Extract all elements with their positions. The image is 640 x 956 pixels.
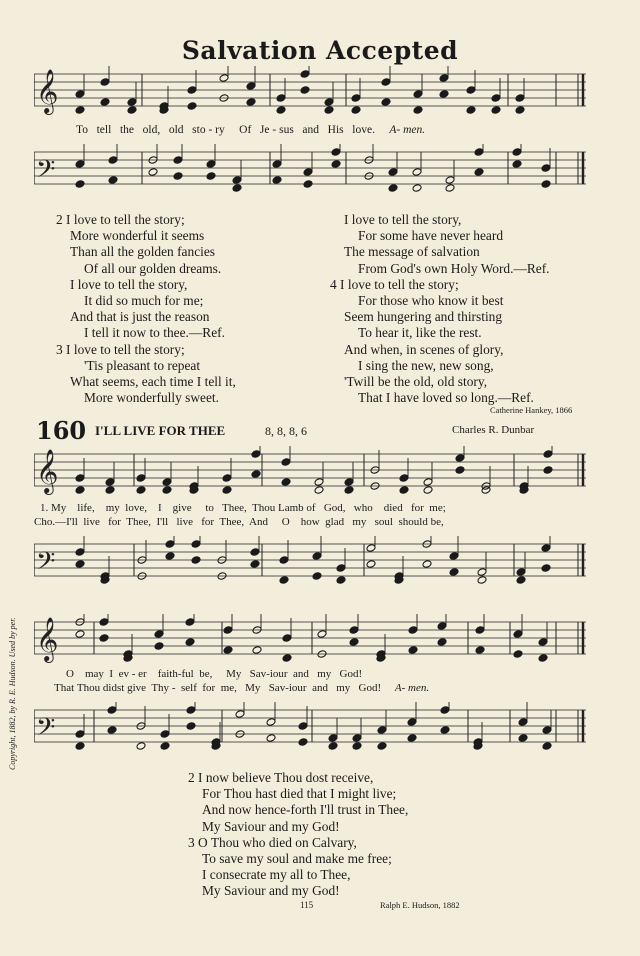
note-head xyxy=(477,576,487,585)
note-head xyxy=(276,106,286,115)
note-head xyxy=(173,172,183,181)
note-head xyxy=(437,622,447,631)
music-notation-160-c xyxy=(34,614,586,670)
note-head xyxy=(75,474,85,483)
note-head xyxy=(222,474,232,483)
note-head xyxy=(477,568,487,577)
note-head xyxy=(206,172,216,181)
note-head xyxy=(246,98,256,107)
note-head xyxy=(223,646,233,655)
hymn-title-ill-live-for-thee: I'LL LIVE FOR THEE xyxy=(95,423,226,438)
note-head xyxy=(154,642,164,651)
note-head xyxy=(148,168,158,177)
note-head xyxy=(352,742,362,751)
note-head xyxy=(349,638,359,647)
note-head xyxy=(250,548,260,557)
bass-clef-icon: 𝄢 xyxy=(36,155,56,190)
note-head xyxy=(543,450,553,459)
note-head xyxy=(344,478,354,487)
note-head xyxy=(518,734,528,743)
note-head xyxy=(352,734,362,743)
note-head xyxy=(408,646,418,655)
note-head xyxy=(475,626,485,635)
verses-left-159: 2 I love to tell the story; More wonderful it seems Than all the golden fancies Of all our golden dreams. I love to tell the story, It did so much for me; And that is just the reason I tell it now to thee.—Ref. 3 I love to tell the story; 'Tis pleasant to repeat What seems, each time I tell it, More wonderfully sweet. xyxy=(56,212,236,406)
treble-clef-icon: 𝄞 xyxy=(36,449,59,493)
music-notation-159-treble xyxy=(34,66,586,122)
note-head xyxy=(75,548,85,557)
note-head xyxy=(466,106,476,115)
note-head xyxy=(160,730,170,739)
note-head xyxy=(165,552,175,561)
note-head xyxy=(324,98,334,107)
note-head xyxy=(186,706,196,715)
note-head xyxy=(266,718,276,727)
note-head xyxy=(312,572,322,581)
note-head xyxy=(282,654,292,663)
music-notation-159-bass xyxy=(34,144,586,200)
music-staff-bass-159 xyxy=(34,144,586,200)
note-head xyxy=(542,742,552,751)
note-head xyxy=(422,560,432,569)
note-head xyxy=(399,474,409,483)
note-head xyxy=(300,70,310,79)
note-head xyxy=(312,552,322,561)
note-head xyxy=(381,78,391,87)
note-head xyxy=(366,544,376,553)
hymn-author: Charles R. Dunbar xyxy=(452,424,535,436)
note-head xyxy=(75,730,85,739)
note-head xyxy=(440,706,450,715)
note-head xyxy=(136,474,146,483)
note-head xyxy=(516,568,526,577)
note-head xyxy=(187,86,197,95)
verses-160: 2 I now believe Thou dost receive, For Thou hast died that I might live; And now hence-forth I'll trust in Thee, My Saviour and my God! 3 O Thou who died on Calvary, To save my soul and make me free; I consecrate my all to Thee, My Saviour and my God! xyxy=(188,770,409,899)
note-head xyxy=(165,540,175,549)
music-staff-treble-160-b xyxy=(34,614,586,670)
music-staff-treble-159 xyxy=(34,66,586,122)
lyric-line-160-b-chorus: That Thou didst give Thy - self for me, My Sav-iour and my God! A- men. xyxy=(54,682,430,694)
note-head xyxy=(75,160,85,169)
note-head xyxy=(232,184,242,193)
note-head xyxy=(187,102,197,111)
music-staff-bass-160-b xyxy=(34,702,586,758)
note-head xyxy=(232,176,242,185)
note-head xyxy=(100,78,110,87)
note-head xyxy=(186,722,196,731)
note-head xyxy=(328,742,338,751)
page-number: 115 xyxy=(300,900,314,910)
note-head xyxy=(75,560,85,569)
music-notation-160-b xyxy=(34,536,586,592)
note-head xyxy=(408,626,418,635)
composer-credit-160: Ralph E. Hudson, 1882 xyxy=(380,900,460,910)
note-head xyxy=(515,94,525,103)
note-head xyxy=(300,86,310,95)
note-head xyxy=(266,734,276,743)
note-head xyxy=(445,184,455,193)
note-head xyxy=(328,734,338,743)
note-head xyxy=(282,634,292,643)
note-head xyxy=(107,706,117,715)
note-head xyxy=(439,74,449,83)
note-head xyxy=(219,74,229,83)
treble-clef-icon: 𝄞 xyxy=(36,617,59,661)
note-head xyxy=(344,486,354,495)
note-head xyxy=(518,718,528,727)
note-head xyxy=(222,486,232,495)
note-head xyxy=(185,618,195,627)
note-head xyxy=(491,106,501,115)
note-head xyxy=(314,486,324,495)
note-head xyxy=(381,98,391,107)
music-staff-bass-160-a xyxy=(34,536,586,592)
note-head xyxy=(538,638,548,647)
note-head xyxy=(331,160,341,169)
note-head xyxy=(445,176,455,185)
note-head xyxy=(105,486,115,495)
note-head xyxy=(466,86,476,95)
note-head xyxy=(108,176,118,185)
copyright-notice: Copyright, 1882, by R. E. Hudson. Used by per. xyxy=(8,617,17,770)
lyric-line-159: To tell the old, old sto - ry Of Je - sus and His love. A- men. xyxy=(76,124,426,136)
note-head xyxy=(136,486,146,495)
note-head xyxy=(75,90,85,99)
note-head xyxy=(449,568,459,577)
note-head xyxy=(281,458,291,467)
note-head xyxy=(388,184,398,193)
lyric-line-160-a-chorus: Cho.—I'll live for Thee, I'll live for Thee, And O how glad my soul should be, xyxy=(34,516,444,528)
note-head xyxy=(413,90,423,99)
note-head xyxy=(279,576,289,585)
note-head xyxy=(541,164,551,173)
note-head xyxy=(108,156,118,165)
note-head xyxy=(336,576,346,585)
note-head xyxy=(251,450,261,459)
note-head xyxy=(154,630,164,639)
note-head xyxy=(99,634,109,643)
note-head xyxy=(515,106,525,115)
lyric-line-160-b-verse: O may I ev - er faith-ful be, My Sav-iour and my God! xyxy=(66,668,363,680)
note-head xyxy=(303,180,313,189)
note-head xyxy=(162,478,172,487)
note-head xyxy=(272,160,282,169)
note-head xyxy=(437,638,447,647)
note-head xyxy=(75,630,85,639)
note-head xyxy=(75,106,85,115)
note-head xyxy=(223,626,233,635)
note-head xyxy=(541,544,551,553)
note-head xyxy=(541,180,551,189)
note-head xyxy=(474,168,484,177)
note-head xyxy=(407,734,417,743)
note-head xyxy=(351,106,361,115)
note-head xyxy=(366,560,376,569)
note-head xyxy=(235,710,245,719)
bass-clef-icon: 𝄢 xyxy=(36,547,56,582)
note-head xyxy=(162,486,172,495)
music-notation-160-d xyxy=(34,702,586,758)
note-head xyxy=(250,560,260,569)
note-head xyxy=(543,466,553,475)
note-head xyxy=(440,726,450,735)
note-head xyxy=(127,98,137,107)
note-head xyxy=(75,742,85,751)
note-head xyxy=(475,646,485,655)
note-head xyxy=(407,718,417,727)
note-head xyxy=(377,742,387,751)
note-head xyxy=(377,726,387,735)
note-head xyxy=(423,486,433,495)
note-head xyxy=(281,478,291,487)
note-head xyxy=(100,98,110,107)
note-head xyxy=(413,106,423,115)
note-head xyxy=(512,148,522,157)
note-head xyxy=(513,630,523,639)
note-head xyxy=(455,466,465,475)
note-head xyxy=(298,738,308,747)
note-head xyxy=(349,626,359,635)
hymn-number: 160 xyxy=(36,416,87,445)
note-head xyxy=(298,722,308,731)
note-head xyxy=(173,156,183,165)
note-head xyxy=(75,486,85,495)
note-head xyxy=(246,82,256,91)
note-head xyxy=(272,176,282,185)
note-head xyxy=(491,94,501,103)
note-head xyxy=(538,654,548,663)
note-head xyxy=(136,742,146,751)
note-head xyxy=(412,168,422,177)
note-head xyxy=(439,90,449,99)
note-head xyxy=(324,106,334,115)
lyric-line-160-a-verse: 1. My life, my love, I give to Thee, Thou Lamb of God, who died for me; xyxy=(40,502,446,514)
note-head xyxy=(317,630,327,639)
treble-clef-icon: 𝄞 xyxy=(36,69,59,113)
note-head xyxy=(160,742,170,751)
note-head xyxy=(251,470,261,479)
note-head xyxy=(279,556,289,565)
note-head xyxy=(351,94,361,103)
note-head xyxy=(303,168,313,177)
note-head xyxy=(481,486,491,495)
note-head xyxy=(252,646,262,655)
music-staff-treble-160-a xyxy=(34,446,586,502)
note-head xyxy=(513,650,523,659)
note-head xyxy=(336,564,346,573)
note-head xyxy=(423,478,433,487)
note-head xyxy=(412,184,422,193)
note-head xyxy=(276,94,286,103)
bass-clef-icon: 𝄢 xyxy=(36,713,56,748)
note-head xyxy=(542,726,552,735)
author-credit-159: Catherine Hankey, 1866 xyxy=(490,405,573,415)
note-head xyxy=(331,148,341,157)
note-head xyxy=(206,160,216,169)
note-head xyxy=(455,454,465,463)
note-head xyxy=(105,478,115,487)
note-head xyxy=(474,148,484,157)
note-head xyxy=(191,540,201,549)
note-head xyxy=(185,638,195,647)
note-head xyxy=(107,726,117,735)
note-head xyxy=(99,618,109,627)
note-head xyxy=(516,576,526,585)
note-head xyxy=(191,556,201,565)
hymn-title-salvation-accepted: Salvation Accepted xyxy=(181,36,459,65)
music-notation-160-a xyxy=(34,446,586,502)
verses-right-159: I love to tell the story, For some have never heard The message of salvation From God's own Holy Word.—Ref. 4 I love to tell the story; For those who know it best Seem hungering and thirsting To hear it, like the rest. And when, in scenes of glory, I sing the new, new song, 'Twill be the old, old story, That I have loved so long.—Ref. xyxy=(330,212,550,406)
note-head xyxy=(75,180,85,189)
note-head xyxy=(512,160,522,169)
hymn-meter: 8, 8, 8, 6 xyxy=(265,424,307,438)
note-head xyxy=(449,552,459,561)
note-head xyxy=(127,106,137,115)
note-head xyxy=(314,478,324,487)
note-head xyxy=(399,486,409,495)
note-head xyxy=(541,564,551,573)
note-head xyxy=(388,168,398,177)
